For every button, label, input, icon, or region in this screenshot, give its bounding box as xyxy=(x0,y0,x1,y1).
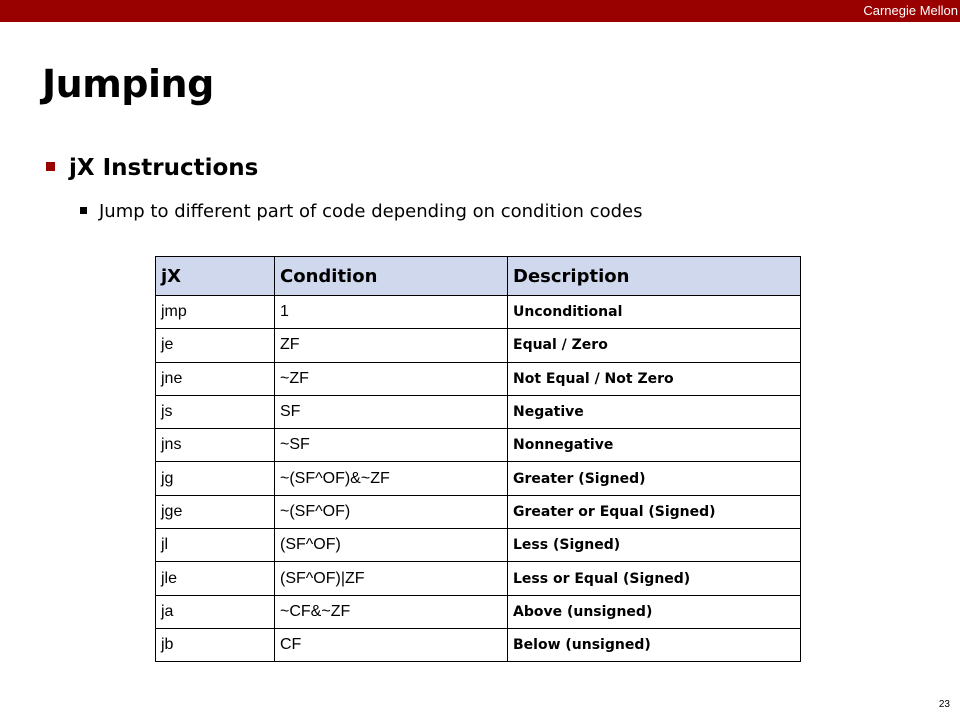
description-cell: Nonnegative xyxy=(508,429,801,462)
brand-label: Carnegie Mellon xyxy=(863,3,958,18)
instruction-cell: ja xyxy=(156,595,275,628)
condition-cell: ~(SF^OF) xyxy=(275,495,508,528)
description-cell: Unconditional xyxy=(508,296,801,329)
instruction-cell: js xyxy=(156,395,275,428)
instruction-cell: jb xyxy=(156,628,275,661)
column-header-condition: Condition xyxy=(275,257,508,296)
table-row xyxy=(156,362,801,395)
instruction-cell: jns xyxy=(156,429,275,462)
table-row xyxy=(156,429,801,462)
bullet-item xyxy=(46,155,258,181)
condition-cell: ~ZF xyxy=(275,362,508,395)
table-row xyxy=(156,495,801,528)
condition-cell: SF xyxy=(275,395,508,428)
description-cell: Equal / Zero xyxy=(508,329,801,362)
description-cell: Not Equal / Not Zero xyxy=(508,362,801,395)
condition-cell: ~(SF^OF)&~ZF xyxy=(275,462,508,495)
condition-cell: ~CF&~ZF xyxy=(275,595,508,628)
description-cell: Greater or Equal (Signed) xyxy=(508,495,801,528)
condition-cell: ~SF xyxy=(275,429,508,462)
square-sub-bullet-icon xyxy=(80,207,87,214)
slide-title: Jumping xyxy=(42,62,214,106)
table-row xyxy=(156,296,801,329)
description-cell: Negative xyxy=(508,395,801,428)
column-header-description: Description xyxy=(508,257,801,296)
condition-cell: (SF^OF) xyxy=(275,529,508,562)
bullet-text: jX Instructions xyxy=(69,155,259,181)
table-row xyxy=(156,595,801,628)
condition-cell: 1 xyxy=(275,296,508,329)
condition-cell: CF xyxy=(275,628,508,661)
description-cell: Less or Equal (Signed) xyxy=(508,562,801,595)
instruction-cell: jmp xyxy=(156,296,275,329)
condition-cell: ZF xyxy=(275,329,508,362)
instruction-cell: jge xyxy=(156,495,275,528)
page-number: 23 xyxy=(938,699,950,710)
square-bullet-icon xyxy=(46,162,55,171)
header-bar xyxy=(0,0,960,22)
table-row xyxy=(156,329,801,362)
table-row xyxy=(156,628,801,661)
table-row xyxy=(156,562,801,595)
description-cell: Above (unsigned) xyxy=(508,595,801,628)
instruction-cell: jne xyxy=(156,362,275,395)
instruction-cell: jg xyxy=(156,462,275,495)
instruction-cell: jl xyxy=(156,529,275,562)
table-row xyxy=(156,529,801,562)
description-cell: Below (unsigned) xyxy=(508,628,801,661)
column-header-jx: jX xyxy=(156,257,275,296)
table-header-row xyxy=(156,257,801,296)
description-cell: Greater (Signed) xyxy=(508,462,801,495)
sub-bullet-item xyxy=(80,201,642,222)
table-row xyxy=(156,462,801,495)
instruction-cell: je xyxy=(156,329,275,362)
description-cell: Less (Signed) xyxy=(508,529,801,562)
table-row xyxy=(156,395,801,428)
condition-cell: (SF^OF)|ZF xyxy=(275,562,508,595)
jx-instructions-table xyxy=(155,256,801,662)
instruction-cell: jle xyxy=(156,562,275,595)
sub-bullet-text: Jump to different part of code depending on condition codes xyxy=(99,201,643,222)
